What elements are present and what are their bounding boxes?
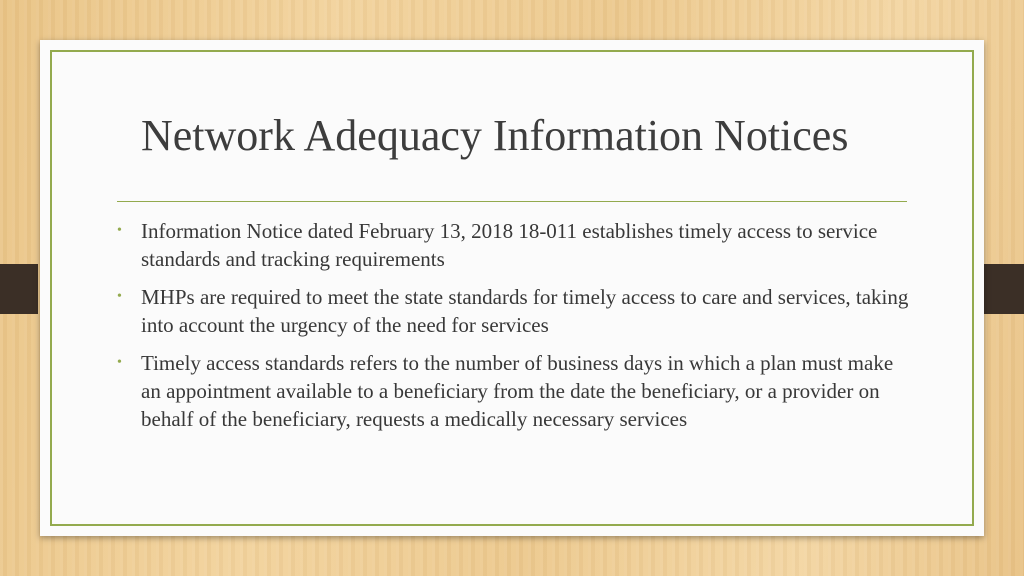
bullet-icon: • [117,223,122,238]
bullet-icon: • [117,289,122,304]
left-side-tab [0,264,38,314]
bullet-text: MHPs are required to meet the state standards for timely access to care and services, taking into account the urgency of the need for services [141,285,909,337]
bullet-text: Information Notice dated February 13, 2018 18-011 establishes timely access to service standards and tracking requirements [141,219,878,271]
bullet-item [117,217,917,273]
bullet-list [117,217,917,443]
bullet-item [117,283,917,339]
slide-card [40,40,984,536]
bullet-icon: • [117,355,122,370]
bullet-text: Timely access standards refers to the number of business days in which a plan must make an appointment available to a beneficiary from the date the beneficiary, or a provider on behalf of the beneficiary, requests a medically necessary services [141,351,894,431]
slide-title: Network Adequacy Information Notices [141,111,849,160]
bullet-item [117,349,917,433]
title-divider [117,201,907,202]
